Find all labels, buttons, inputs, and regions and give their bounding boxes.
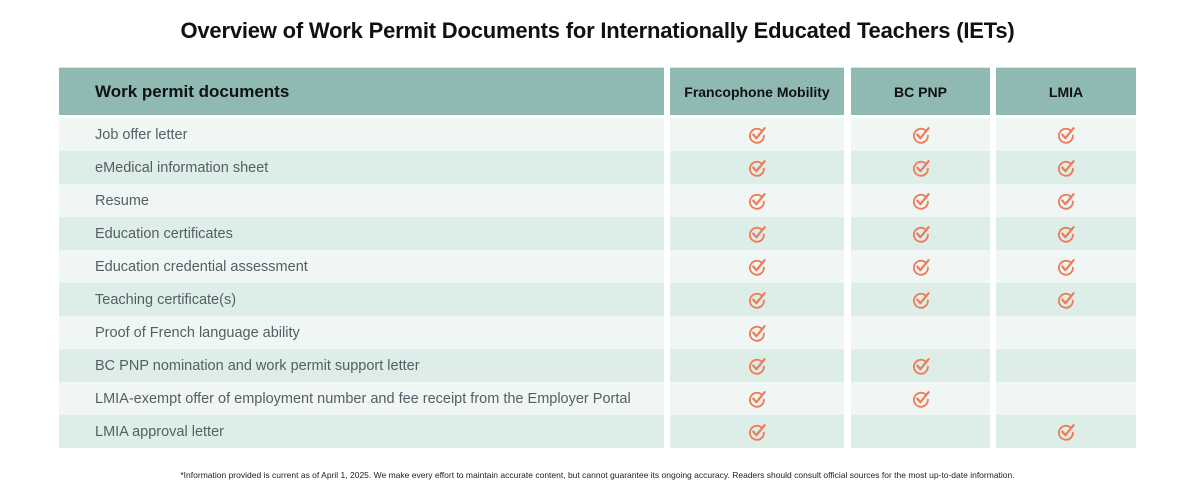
table-cell-bc-pnp (851, 184, 990, 217)
table-cell-francophone-mobility (670, 316, 844, 349)
table-cell-lmia (996, 316, 1136, 349)
francophone-mobility-checks (670, 118, 844, 448)
check-circle-icon (747, 323, 767, 343)
table-cell-bc-pnp (851, 349, 990, 382)
footnote: *Information provided is current as of April 1, 2025. We make every effort to maintain accurate content, but cannot guarantee its ongoing accuracy. Readers should consult official sources for the most up-to-date information. (180, 470, 1015, 480)
table-cell-lmia (996, 415, 1136, 448)
table-cell-francophone-mobility (670, 118, 844, 151)
table-cell-bc-pnp (851, 316, 990, 349)
column-header-lmia: LMIA (996, 67, 1136, 115)
table-row-document: Teaching certificate(s) (59, 283, 664, 316)
check-circle-icon (747, 290, 767, 310)
table-row-document: Education certificates (59, 217, 664, 250)
check-circle-icon (1056, 158, 1076, 178)
table-row-document: BC PNP nomination and work permit support letter (59, 349, 664, 382)
table-cell-lmia (996, 118, 1136, 151)
table-cell-lmia (996, 382, 1136, 415)
check-circle-icon (1056, 191, 1076, 211)
table-row-document: Education credential assessment (59, 250, 664, 283)
documents-list (59, 118, 664, 448)
table-cell-bc-pnp (851, 283, 990, 316)
table-cell-francophone-mobility (670, 415, 844, 448)
table-row-document: Job offer letter (59, 118, 664, 151)
table-row-document: Resume (59, 184, 664, 217)
table-cell-bc-pnp (851, 151, 990, 184)
column-lmia (996, 67, 1136, 448)
check-circle-icon (911, 356, 931, 376)
check-circle-icon (747, 191, 767, 211)
check-circle-icon (911, 224, 931, 244)
table-cell-bc-pnp (851, 415, 990, 448)
table-cell-lmia (996, 283, 1136, 316)
table-cell-lmia (996, 151, 1136, 184)
table-cell-francophone-mobility (670, 382, 844, 415)
table-cell-lmia (996, 217, 1136, 250)
table-cell-francophone-mobility (670, 250, 844, 283)
table-cell-bc-pnp (851, 217, 990, 250)
check-circle-icon (911, 191, 931, 211)
check-circle-icon (747, 389, 767, 409)
bc-pnp-checks (851, 118, 990, 448)
lmia-checks (996, 118, 1136, 448)
check-circle-icon (911, 290, 931, 310)
check-circle-icon (747, 257, 767, 277)
check-circle-icon (911, 158, 931, 178)
check-circle-icon (1056, 290, 1076, 310)
table-row-document: eMedical information sheet (59, 151, 664, 184)
check-circle-icon (747, 356, 767, 376)
column-bc-pnp (851, 67, 990, 448)
check-circle-icon (747, 158, 767, 178)
table-cell-lmia (996, 349, 1136, 382)
check-circle-icon (747, 422, 767, 442)
table-cell-francophone-mobility (670, 184, 844, 217)
column-francophone-mobility (670, 67, 844, 448)
check-circle-icon (1056, 422, 1076, 442)
table-cell-bc-pnp (851, 250, 990, 283)
table-row-document: LMIA approval letter (59, 415, 664, 448)
check-circle-icon (747, 125, 767, 145)
table-cell-lmia (996, 250, 1136, 283)
column-work-permit-documents (59, 67, 664, 448)
column-header-francophone-mobility: Francophone Mobility (670, 67, 844, 115)
table-cell-bc-pnp (851, 382, 990, 415)
table-cell-francophone-mobility (670, 283, 844, 316)
check-circle-icon (911, 257, 931, 277)
check-circle-icon (911, 389, 931, 409)
table-cell-lmia (996, 184, 1136, 217)
page-title: Overview of Work Permit Documents for Internationally Educated Teachers (IETs) (180, 18, 1015, 43)
table-cell-francophone-mobility (670, 151, 844, 184)
table-row-document: LMIA-exempt offer of employment number and fee receipt from the Employer Portal (59, 382, 664, 415)
check-circle-icon (1056, 257, 1076, 277)
check-circle-icon (1056, 125, 1076, 145)
table-row-document: Proof of French language ability (59, 316, 664, 349)
table-cell-francophone-mobility (670, 349, 844, 382)
check-circle-icon (1056, 224, 1076, 244)
table-cell-francophone-mobility (670, 217, 844, 250)
check-circle-icon (747, 224, 767, 244)
column-header-bc-pnp: BC PNP (851, 67, 990, 115)
table-cell-bc-pnp (851, 118, 990, 151)
check-circle-icon (911, 125, 931, 145)
column-header-documents: Work permit documents (59, 67, 664, 115)
